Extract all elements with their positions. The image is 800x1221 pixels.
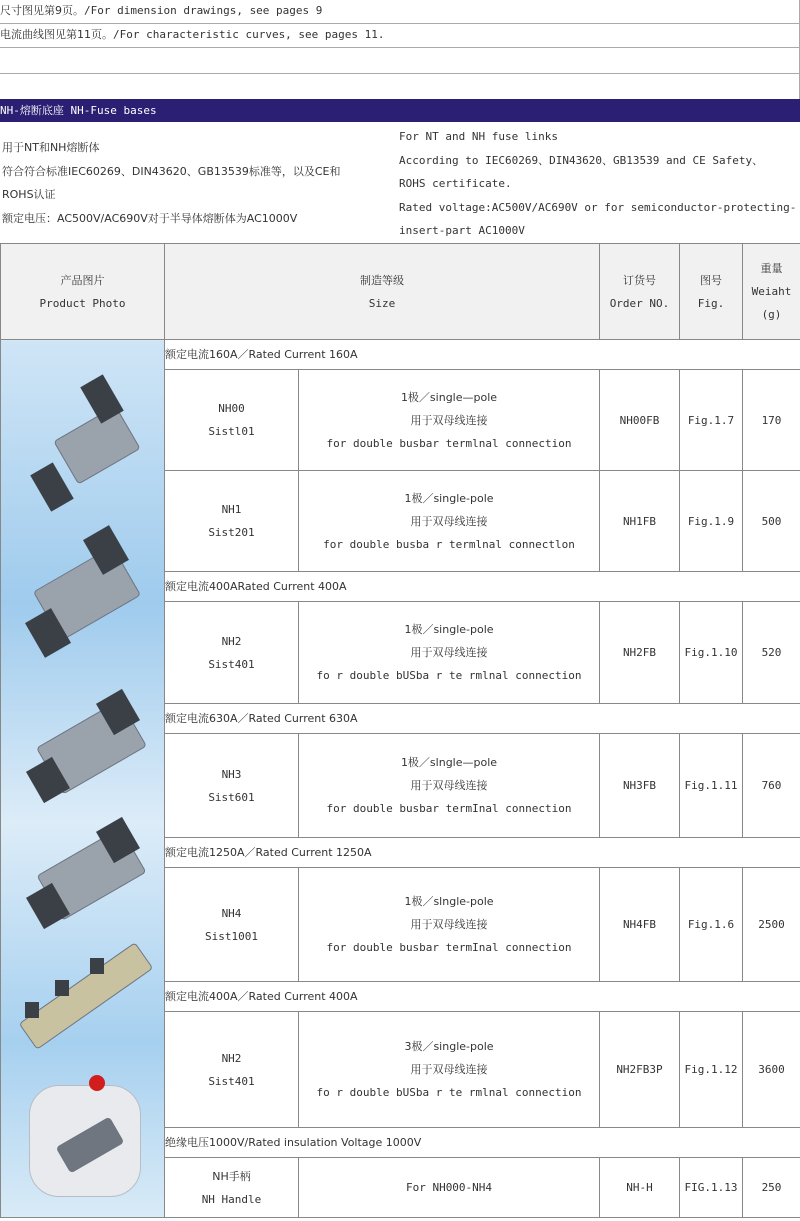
fuse-handle-image	[19, 1055, 159, 1205]
order-cell: NH2FB3P	[600, 1012, 680, 1128]
intro-cn-line: ROHS认证	[2, 188, 56, 201]
category-label: 额定电流400A／Rated Current 400A	[165, 982, 800, 1012]
order-cell: NH3FB	[600, 734, 680, 838]
weight-cell: 500	[743, 471, 800, 572]
weight-cell: 170	[743, 370, 800, 471]
model-cell: NH3 Sist601	[165, 734, 299, 838]
model-cell: NH2 Sist401	[165, 602, 299, 704]
order-cell: NH2FB	[600, 602, 680, 704]
fig-cell: FIG.1.13	[680, 1158, 743, 1218]
description-cell: 1极／slngle-pole 用于双母线连接 for double busbar termInal connection	[299, 868, 600, 982]
header-photo: 产品图片 Product Photo	[1, 244, 165, 340]
section-banner	[0, 99, 800, 122]
fig-cell: Fig.1.11	[680, 734, 743, 838]
order-cell: NH4FB	[600, 868, 680, 982]
fig-cell: Fig.1.10	[680, 602, 743, 704]
fuse-base-nh2-image	[15, 690, 155, 805]
fig-cell: Fig.1.7	[680, 370, 743, 471]
header-order: 订货号 Order NO.	[600, 244, 680, 340]
order-cell: NH1FB	[600, 471, 680, 572]
weight-cell: 3600	[743, 1012, 800, 1128]
intro-cn-line: 符合符合标准IEC60269、DIN43620、GB13539标准等，以及CE和	[2, 164, 341, 178]
model-cell: NH1 Sist201	[165, 471, 299, 572]
category-label: 额定电流160A／Rated Current 160A	[165, 340, 800, 370]
description-cell: 1极／slngle—pole 用于双母线连接 for double busbar termInal connection	[299, 734, 600, 838]
weight-cell: 250	[743, 1158, 800, 1218]
weight-cell: 520	[743, 602, 800, 704]
intro-en-line: For NT and NH fuse links	[399, 130, 558, 143]
section-title: NH-熔断底座 NH-Fuse bases	[0, 104, 157, 117]
header-weight: 重量 Weiaht (g)	[743, 244, 800, 340]
description-cell: 1极／single-pole 用于双母线连接 for double busba r termlnal connectlon	[299, 471, 600, 572]
description-cell: For NH000-NH4	[299, 1158, 600, 1218]
intro-cn-line: 用于NT和NH熔断体	[2, 141, 100, 154]
model-cell: NH2 Sist401	[165, 1012, 299, 1128]
weight-cell: 2500	[743, 868, 800, 982]
category-label: 绝缘电压1000V/Rated insulation Voltage 1000V	[165, 1128, 800, 1158]
intro-en-line: Rated voltage:AC500V/AC690V or for semiconductor-protecting-	[399, 200, 797, 214]
model-cell: NH00 Sistl01	[165, 370, 299, 471]
fuse-base-nh3-image	[15, 820, 155, 930]
weight-cell: 760	[743, 734, 800, 838]
fuse-base-nh00-image	[21, 370, 141, 520]
fuse-base-nh1-image	[11, 525, 151, 660]
product-table	[0, 243, 800, 1218]
model-cell: NH手柄 NH Handle	[165, 1158, 299, 1218]
description-cell: 1极／single-pole 用于双母线连接 fo r double bUSba r te rmlnal connection	[299, 602, 600, 704]
intro-en-line: According to IEC60269、DIN43620、GB13539 and CE Safety、	[399, 153, 764, 167]
fig-cell: Fig.1.9	[680, 471, 743, 572]
intro-en-line: insert-part AC1000V	[399, 224, 525, 237]
intro-en-line: ROHS certificate.	[399, 177, 512, 190]
note-curves: 电流曲线图见第11页。/For characteristic curves, see pages 11.	[0, 28, 385, 41]
order-cell: NH-H	[600, 1158, 680, 1218]
header-fig: 图号 Fig.	[680, 244, 743, 340]
table-header	[1, 244, 800, 340]
intro-en	[399, 125, 799, 243]
category-label: 额定电流400ARated Current 400A	[165, 572, 800, 602]
intro-cn	[2, 136, 382, 230]
category-row	[1, 340, 800, 370]
description-cell: 3极／single-pole 用于双母线连接 fo r double bUSba r te rmlnal connection	[299, 1012, 600, 1128]
category-label: 额定电流1250A／Rated Current 1250A	[165, 838, 800, 868]
fuse-base-3pole-image	[5, 930, 161, 1060]
note-dimensions: 尺寸图见第9页。/For dimension drawings, see pages 9	[0, 4, 323, 17]
intro-cn-line: 额定电压：AC500V/AC690V对于半导体熔断体为AC1000V	[2, 211, 298, 225]
fig-cell: Fig.1.6	[680, 868, 743, 982]
product-photo	[1, 340, 165, 1218]
model-cell: NH4 Sist1001	[165, 868, 299, 982]
header-size: 制造等级 Size	[165, 244, 600, 340]
description-cell: 1极／single—pole 用于双母线连接 for double busbar termlnal connection	[299, 370, 600, 471]
order-cell: NH00FB	[600, 370, 680, 471]
category-label: 额定电流630A／Rated Current 630A	[165, 704, 800, 734]
fig-cell: Fig.1.12	[680, 1012, 743, 1128]
